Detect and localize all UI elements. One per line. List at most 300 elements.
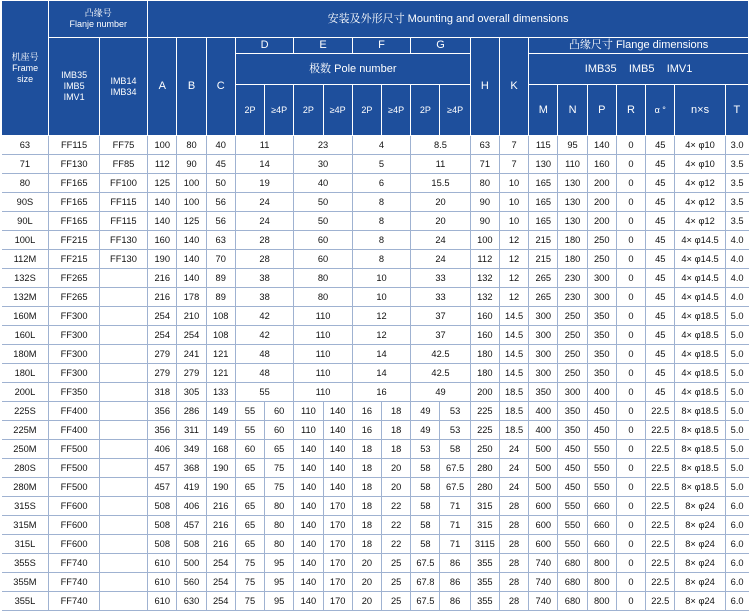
table-cell: 140 xyxy=(177,231,206,250)
table-cell: 165 xyxy=(529,174,558,193)
table-row xyxy=(2,250,749,269)
table-cell: 180 xyxy=(558,250,587,269)
table-cell: 108 xyxy=(206,326,235,345)
header-flange-dimensions: 凸缘尺寸 Flange dimensions xyxy=(529,38,749,54)
table-cell: 241 xyxy=(177,345,206,364)
table-cell: 15.5 xyxy=(411,174,470,193)
table-cell: 22.5 xyxy=(646,516,675,535)
table-cell xyxy=(99,440,147,459)
table-cell: 55 xyxy=(235,421,264,440)
table-cell: 42 xyxy=(235,326,293,345)
table-cell: FF300 xyxy=(49,364,99,383)
table-row xyxy=(2,497,749,516)
header-n: N xyxy=(558,85,587,136)
table-cell: 225 xyxy=(470,421,499,440)
table-cell: 265 xyxy=(529,288,558,307)
table-cell: 3.0 xyxy=(725,136,748,155)
table-cell: 110 xyxy=(294,383,352,402)
header-g: G xyxy=(411,38,470,54)
table-cell: 450 xyxy=(558,478,587,497)
table-cell: 400 xyxy=(529,421,558,440)
table-cell: FF165 xyxy=(49,212,99,231)
table-cell: 0 xyxy=(616,478,645,497)
table-cell: 45 xyxy=(646,364,675,383)
table-cell: 28 xyxy=(499,497,528,516)
table-cell: 22 xyxy=(382,516,411,535)
table-cell: 250 xyxy=(470,440,499,459)
header-f: F xyxy=(352,38,410,54)
table-cell: 500 xyxy=(529,478,558,497)
table-cell: 350 xyxy=(558,402,587,421)
table-cell xyxy=(99,364,147,383)
header-flange-number-cn: 凸缘号 xyxy=(84,8,112,18)
table-cell: 12 xyxy=(499,269,528,288)
table-cell: 4× φ12 xyxy=(675,174,725,193)
table-cell: 0 xyxy=(616,288,645,307)
table-cell: 56 xyxy=(206,212,235,231)
header-flange-number-en: Flanje number xyxy=(69,19,128,29)
table-cell: 600 xyxy=(529,516,558,535)
table-cell xyxy=(99,478,147,497)
table-row xyxy=(2,193,749,212)
table-cell: 225S xyxy=(2,402,49,421)
table-cell: 550 xyxy=(558,535,587,554)
table-cell: 5.0 xyxy=(725,459,748,478)
header-frame-size-en2: size xyxy=(17,73,34,84)
header-alpha: α ° xyxy=(646,85,675,136)
table-cell xyxy=(99,345,147,364)
table-cell: 315 xyxy=(470,516,499,535)
table-cell: FF600 xyxy=(49,516,99,535)
table-cell: 230 xyxy=(558,288,587,307)
table-cell: 0 xyxy=(616,383,645,402)
table-cell: 180 xyxy=(470,345,499,364)
table-cell: 250 xyxy=(558,326,587,345)
table-cell: 8× φ18.5 xyxy=(675,421,725,440)
table-cell: 80 xyxy=(177,136,206,155)
table-cell: 0 xyxy=(616,554,645,573)
table-cell: 16 xyxy=(352,402,381,421)
table-cell: 600 xyxy=(529,497,558,516)
table-cell: 80 xyxy=(470,174,499,193)
table-cell: 60 xyxy=(235,440,264,459)
table-cell: 22.5 xyxy=(646,402,675,421)
table-cell: 18 xyxy=(352,497,381,516)
table-cell: 140 xyxy=(587,136,616,155)
table-cell: 305 xyxy=(177,383,206,402)
table-cell: 356 xyxy=(148,402,177,421)
header-imb5: IMB5 xyxy=(63,81,85,91)
table-cell: 140 xyxy=(148,212,177,231)
table-cell: 350 xyxy=(587,364,616,383)
table-cell: 24 xyxy=(499,459,528,478)
table-cell: 0 xyxy=(616,421,645,440)
table-cell: 508 xyxy=(148,535,177,554)
table-cell: 254 xyxy=(177,326,206,345)
table-cell: 55 xyxy=(235,402,264,421)
table-cell: 190 xyxy=(206,459,235,478)
table-cell: 80 xyxy=(294,288,352,307)
table-cell: 45 xyxy=(646,383,675,402)
table-cell: 550 xyxy=(587,440,616,459)
table-cell: 6.0 xyxy=(725,535,748,554)
table-cell: 550 xyxy=(587,478,616,497)
table-cell: 24 xyxy=(411,250,470,269)
table-cell: FF265 xyxy=(49,269,99,288)
table-cell: 20 xyxy=(352,573,381,592)
table-cell: 216 xyxy=(148,288,177,307)
table-cell xyxy=(99,326,147,345)
table-cell: 10 xyxy=(352,269,410,288)
table-cell: 740 xyxy=(529,573,558,592)
table-row xyxy=(2,288,749,307)
table-cell: 24 xyxy=(499,440,528,459)
table-cell: 80 xyxy=(265,516,294,535)
table-cell: 53 xyxy=(440,421,470,440)
table-cell: 49 xyxy=(411,402,440,421)
table-cell: 4 xyxy=(352,136,410,155)
table-cell xyxy=(99,383,147,402)
table-cell: 8 xyxy=(352,250,410,269)
table-cell: 67.5 xyxy=(440,459,470,478)
table-cell: 24 xyxy=(499,478,528,497)
header-flange-imb14 xyxy=(99,38,147,136)
table-cell: 140 xyxy=(294,516,323,535)
table-cell: 90S xyxy=(2,193,49,212)
table-cell: 225 xyxy=(470,402,499,421)
table-cell: 38 xyxy=(235,288,293,307)
table-cell: 58 xyxy=(411,497,440,516)
table-cell: 280M xyxy=(2,478,49,497)
table-cell: 48 xyxy=(235,364,293,383)
table-cell: 0 xyxy=(616,174,645,193)
table-cell: FF265 xyxy=(49,288,99,307)
table-cell: 110 xyxy=(294,402,323,421)
table-cell: 14 xyxy=(352,364,410,383)
table-cell: 130 xyxy=(558,212,587,231)
header-pole-number: 极数 Pole number xyxy=(235,54,470,85)
table-cell: FF600 xyxy=(49,535,99,554)
table-cell: 45 xyxy=(646,136,675,155)
table-cell: 50 xyxy=(294,212,352,231)
table-cell: 90 xyxy=(177,155,206,174)
table-cell: 8× φ18.5 xyxy=(675,459,725,478)
table-cell: 550 xyxy=(558,497,587,516)
table-cell: 7 xyxy=(499,136,528,155)
table-cell: 0 xyxy=(616,535,645,554)
table-cell: 28 xyxy=(499,535,528,554)
table-cell: FF115 xyxy=(99,193,147,212)
table-cell: 368 xyxy=(177,459,206,478)
table-cell: 0 xyxy=(616,345,645,364)
table-cell: 6.0 xyxy=(725,497,748,516)
table-cell: 140 xyxy=(294,592,323,611)
table-cell: 121 xyxy=(206,364,235,383)
table-cell: 5.0 xyxy=(725,478,748,497)
table-cell: 350 xyxy=(587,307,616,326)
table-cell: 95 xyxy=(558,136,587,155)
table-cell: 315L xyxy=(2,535,49,554)
table-cell: 350 xyxy=(529,383,558,402)
table-cell: 190 xyxy=(206,478,235,497)
table-cell: FF300 xyxy=(49,326,99,345)
table-cell: 33 xyxy=(411,288,470,307)
header-f-4p: ≥4P xyxy=(382,85,411,136)
table-cell: 500 xyxy=(177,554,206,573)
table-cell: 125 xyxy=(148,174,177,193)
table-cell: 149 xyxy=(206,421,235,440)
table-cell: 250M xyxy=(2,440,49,459)
header-nxs: n×s xyxy=(675,85,725,136)
table-cell: 22 xyxy=(382,535,411,554)
table-cell: 149 xyxy=(206,402,235,421)
table-cell: 53 xyxy=(411,440,440,459)
table-cell: 4× φ14.5 xyxy=(675,231,725,250)
table-cell: 210 xyxy=(177,307,206,326)
table-cell: 0 xyxy=(616,459,645,478)
table-cell: 4× φ14.5 xyxy=(675,269,725,288)
table-cell: 160 xyxy=(470,307,499,326)
table-cell: FF85 xyxy=(99,155,147,174)
table-cell: 140 xyxy=(177,269,206,288)
table-cell: 25 xyxy=(382,592,411,611)
table-cell: 355 xyxy=(470,554,499,573)
table-cell: 22.5 xyxy=(646,421,675,440)
table-cell: 18 xyxy=(382,440,411,459)
table-cell: 500 xyxy=(529,459,558,478)
table-cell: 37 xyxy=(411,326,470,345)
table-cell: 10 xyxy=(499,212,528,231)
table-row xyxy=(2,402,749,421)
table-cell: 45 xyxy=(646,345,675,364)
table-cell: 680 xyxy=(558,592,587,611)
header-a: A xyxy=(148,38,177,136)
table-cell: 3.5 xyxy=(725,212,748,231)
table-cell: 58 xyxy=(411,535,440,554)
table-cell: 38 xyxy=(235,269,293,288)
table-cell: 230 xyxy=(558,269,587,288)
table-cell: 160M xyxy=(2,307,49,326)
table-cell: 100 xyxy=(177,174,206,193)
table-cell: 18.5 xyxy=(499,383,528,402)
table-cell: 250 xyxy=(587,231,616,250)
table-row xyxy=(2,136,749,155)
table-cell: 22.5 xyxy=(646,535,675,554)
header-d-4p: ≥4P xyxy=(265,85,294,136)
table-cell: 12 xyxy=(499,231,528,250)
table-cell: 86 xyxy=(440,592,470,611)
table-cell: 112M xyxy=(2,250,49,269)
table-cell: 406 xyxy=(148,440,177,459)
table-cell: 5.0 xyxy=(725,383,748,402)
table-cell: 5.0 xyxy=(725,345,748,364)
table-cell: 178 xyxy=(177,288,206,307)
table-cell: 740 xyxy=(529,554,558,573)
table-cell: 6.0 xyxy=(725,516,748,535)
table-cell: 132S xyxy=(2,269,49,288)
table-cell: 45 xyxy=(646,212,675,231)
table-cell: 37 xyxy=(411,307,470,326)
table-cell: 42.5 xyxy=(411,345,470,364)
table-cell: FF165 xyxy=(49,193,99,212)
table-cell: FF350 xyxy=(49,383,99,402)
table-cell: 60 xyxy=(294,231,352,250)
table-cell: 355M xyxy=(2,573,49,592)
table-cell: 108 xyxy=(206,307,235,326)
header-imv1: IMV1 xyxy=(63,92,85,102)
table-cell: 67.5 xyxy=(440,478,470,497)
table-cell: 4.0 xyxy=(725,250,748,269)
table-cell: 18.5 xyxy=(499,421,528,440)
table-cell: 0 xyxy=(616,307,645,326)
table-cell: 110 xyxy=(294,326,352,345)
table-cell: 0 xyxy=(616,212,645,231)
table-cell: 130 xyxy=(558,174,587,193)
table-cell: 45 xyxy=(646,193,675,212)
table-cell: 14.5 xyxy=(499,345,528,364)
table-cell: 216 xyxy=(206,535,235,554)
table-cell: 170 xyxy=(323,554,352,573)
table-cell: 0 xyxy=(616,592,645,611)
table-cell: 457 xyxy=(177,516,206,535)
table-cell: 18 xyxy=(352,516,381,535)
table-cell: 75 xyxy=(265,478,294,497)
table-cell: 100 xyxy=(177,193,206,212)
table-cell: 45 xyxy=(646,250,675,269)
header-e: E xyxy=(294,38,352,54)
header-imb14: IMB14 xyxy=(110,75,137,86)
table-cell: 67.8 xyxy=(411,573,440,592)
table-cell: 60 xyxy=(265,402,294,421)
table-cell: 8.5 xyxy=(411,136,470,155)
table-row xyxy=(2,554,749,573)
table-cell: 10 xyxy=(499,193,528,212)
table-cell: 24 xyxy=(235,193,293,212)
table-cell: 8× φ24 xyxy=(675,497,725,516)
table-cell: 22.5 xyxy=(646,592,675,611)
table-cell: 180L xyxy=(2,364,49,383)
table-cell: 24 xyxy=(411,231,470,250)
table-cell: 112 xyxy=(470,250,499,269)
table-cell: 355 xyxy=(470,573,499,592)
table-cell: 550 xyxy=(558,516,587,535)
table-cell: 80 xyxy=(265,535,294,554)
table-cell: 140 xyxy=(177,250,206,269)
table-cell: 0 xyxy=(616,250,645,269)
table-cell: 5.0 xyxy=(725,307,748,326)
table-cell: 160 xyxy=(470,326,499,345)
table-cell: 95 xyxy=(265,573,294,592)
table-cell: 133 xyxy=(206,383,235,402)
table-cell: 22.5 xyxy=(646,573,675,592)
table-cell: 67.5 xyxy=(411,554,440,573)
table-cell: 14.5 xyxy=(499,326,528,345)
table-cell: 71 xyxy=(440,516,470,535)
table-cell: 4× φ12 xyxy=(675,212,725,231)
table-cell: 8 xyxy=(352,231,410,250)
header-imb35: IMB35 xyxy=(61,70,88,80)
table-cell: 355L xyxy=(2,592,49,611)
dimensions-table xyxy=(1,0,749,611)
table-row xyxy=(2,421,749,440)
table-cell: 55 xyxy=(235,383,293,402)
table-cell: 71 xyxy=(440,497,470,516)
table-cell: 132 xyxy=(470,288,499,307)
table-cell: 4× φ12 xyxy=(675,193,725,212)
table-cell: 165 xyxy=(529,212,558,231)
table-cell: 18 xyxy=(382,402,411,421)
table-cell: 58 xyxy=(411,478,440,497)
table-cell: 254 xyxy=(206,573,235,592)
table-row xyxy=(2,345,749,364)
table-cell: 225M xyxy=(2,421,49,440)
table-cell xyxy=(99,307,147,326)
table-cell: 28 xyxy=(499,573,528,592)
table-cell: 22.5 xyxy=(646,554,675,573)
table-cell: 286 xyxy=(177,402,206,421)
table-cell: 20 xyxy=(411,212,470,231)
table-cell: 65 xyxy=(235,459,264,478)
table-cell: 80 xyxy=(265,497,294,516)
table-cell: 610 xyxy=(148,592,177,611)
header-t: T xyxy=(725,85,748,136)
table-cell: 48 xyxy=(235,345,293,364)
table-cell: 254 xyxy=(148,326,177,345)
table-cell: 65 xyxy=(235,497,264,516)
table-cell: 400 xyxy=(587,383,616,402)
table-cell: 28 xyxy=(499,554,528,573)
table-cell: 0 xyxy=(616,155,645,174)
table-cell: 318 xyxy=(148,383,177,402)
table-cell: 800 xyxy=(587,554,616,573)
table-cell: 28 xyxy=(235,250,293,269)
table-cell: FF165 xyxy=(49,174,99,193)
table-cell: 5.0 xyxy=(725,402,748,421)
table-cell: 11 xyxy=(411,155,470,174)
table-cell: 86 xyxy=(440,573,470,592)
table-cell: 40 xyxy=(206,136,235,155)
table-row xyxy=(2,307,749,326)
header-k: K xyxy=(499,38,528,136)
table-cell: 508 xyxy=(148,497,177,516)
table-cell: 216 xyxy=(206,497,235,516)
table-cell: 132 xyxy=(470,269,499,288)
table-cell: 610 xyxy=(148,573,177,592)
table-cell: 121 xyxy=(206,345,235,364)
table-cell: 110 xyxy=(558,155,587,174)
table-cell: 160 xyxy=(587,155,616,174)
table-row xyxy=(2,364,749,383)
table-cell xyxy=(99,421,147,440)
table-cell: 265 xyxy=(529,269,558,288)
table-cell: 7 xyxy=(499,155,528,174)
table-cell: 4× φ18.5 xyxy=(675,326,725,345)
table-cell: 4× φ18.5 xyxy=(675,364,725,383)
table-cell: 33 xyxy=(411,269,470,288)
table-cell: 660 xyxy=(587,535,616,554)
table-cell: 6.0 xyxy=(725,554,748,573)
table-cell: 450 xyxy=(587,402,616,421)
table-cell xyxy=(99,516,147,535)
table-cell: 279 xyxy=(177,364,206,383)
table-cell: 58 xyxy=(411,459,440,478)
table-cell: 800 xyxy=(587,592,616,611)
table-cell: 110 xyxy=(294,364,352,383)
table-cell: FF100 xyxy=(99,174,147,193)
table-cell: 5.0 xyxy=(725,421,748,440)
table-cell: 160L xyxy=(2,326,49,345)
table-cell: 800 xyxy=(587,573,616,592)
